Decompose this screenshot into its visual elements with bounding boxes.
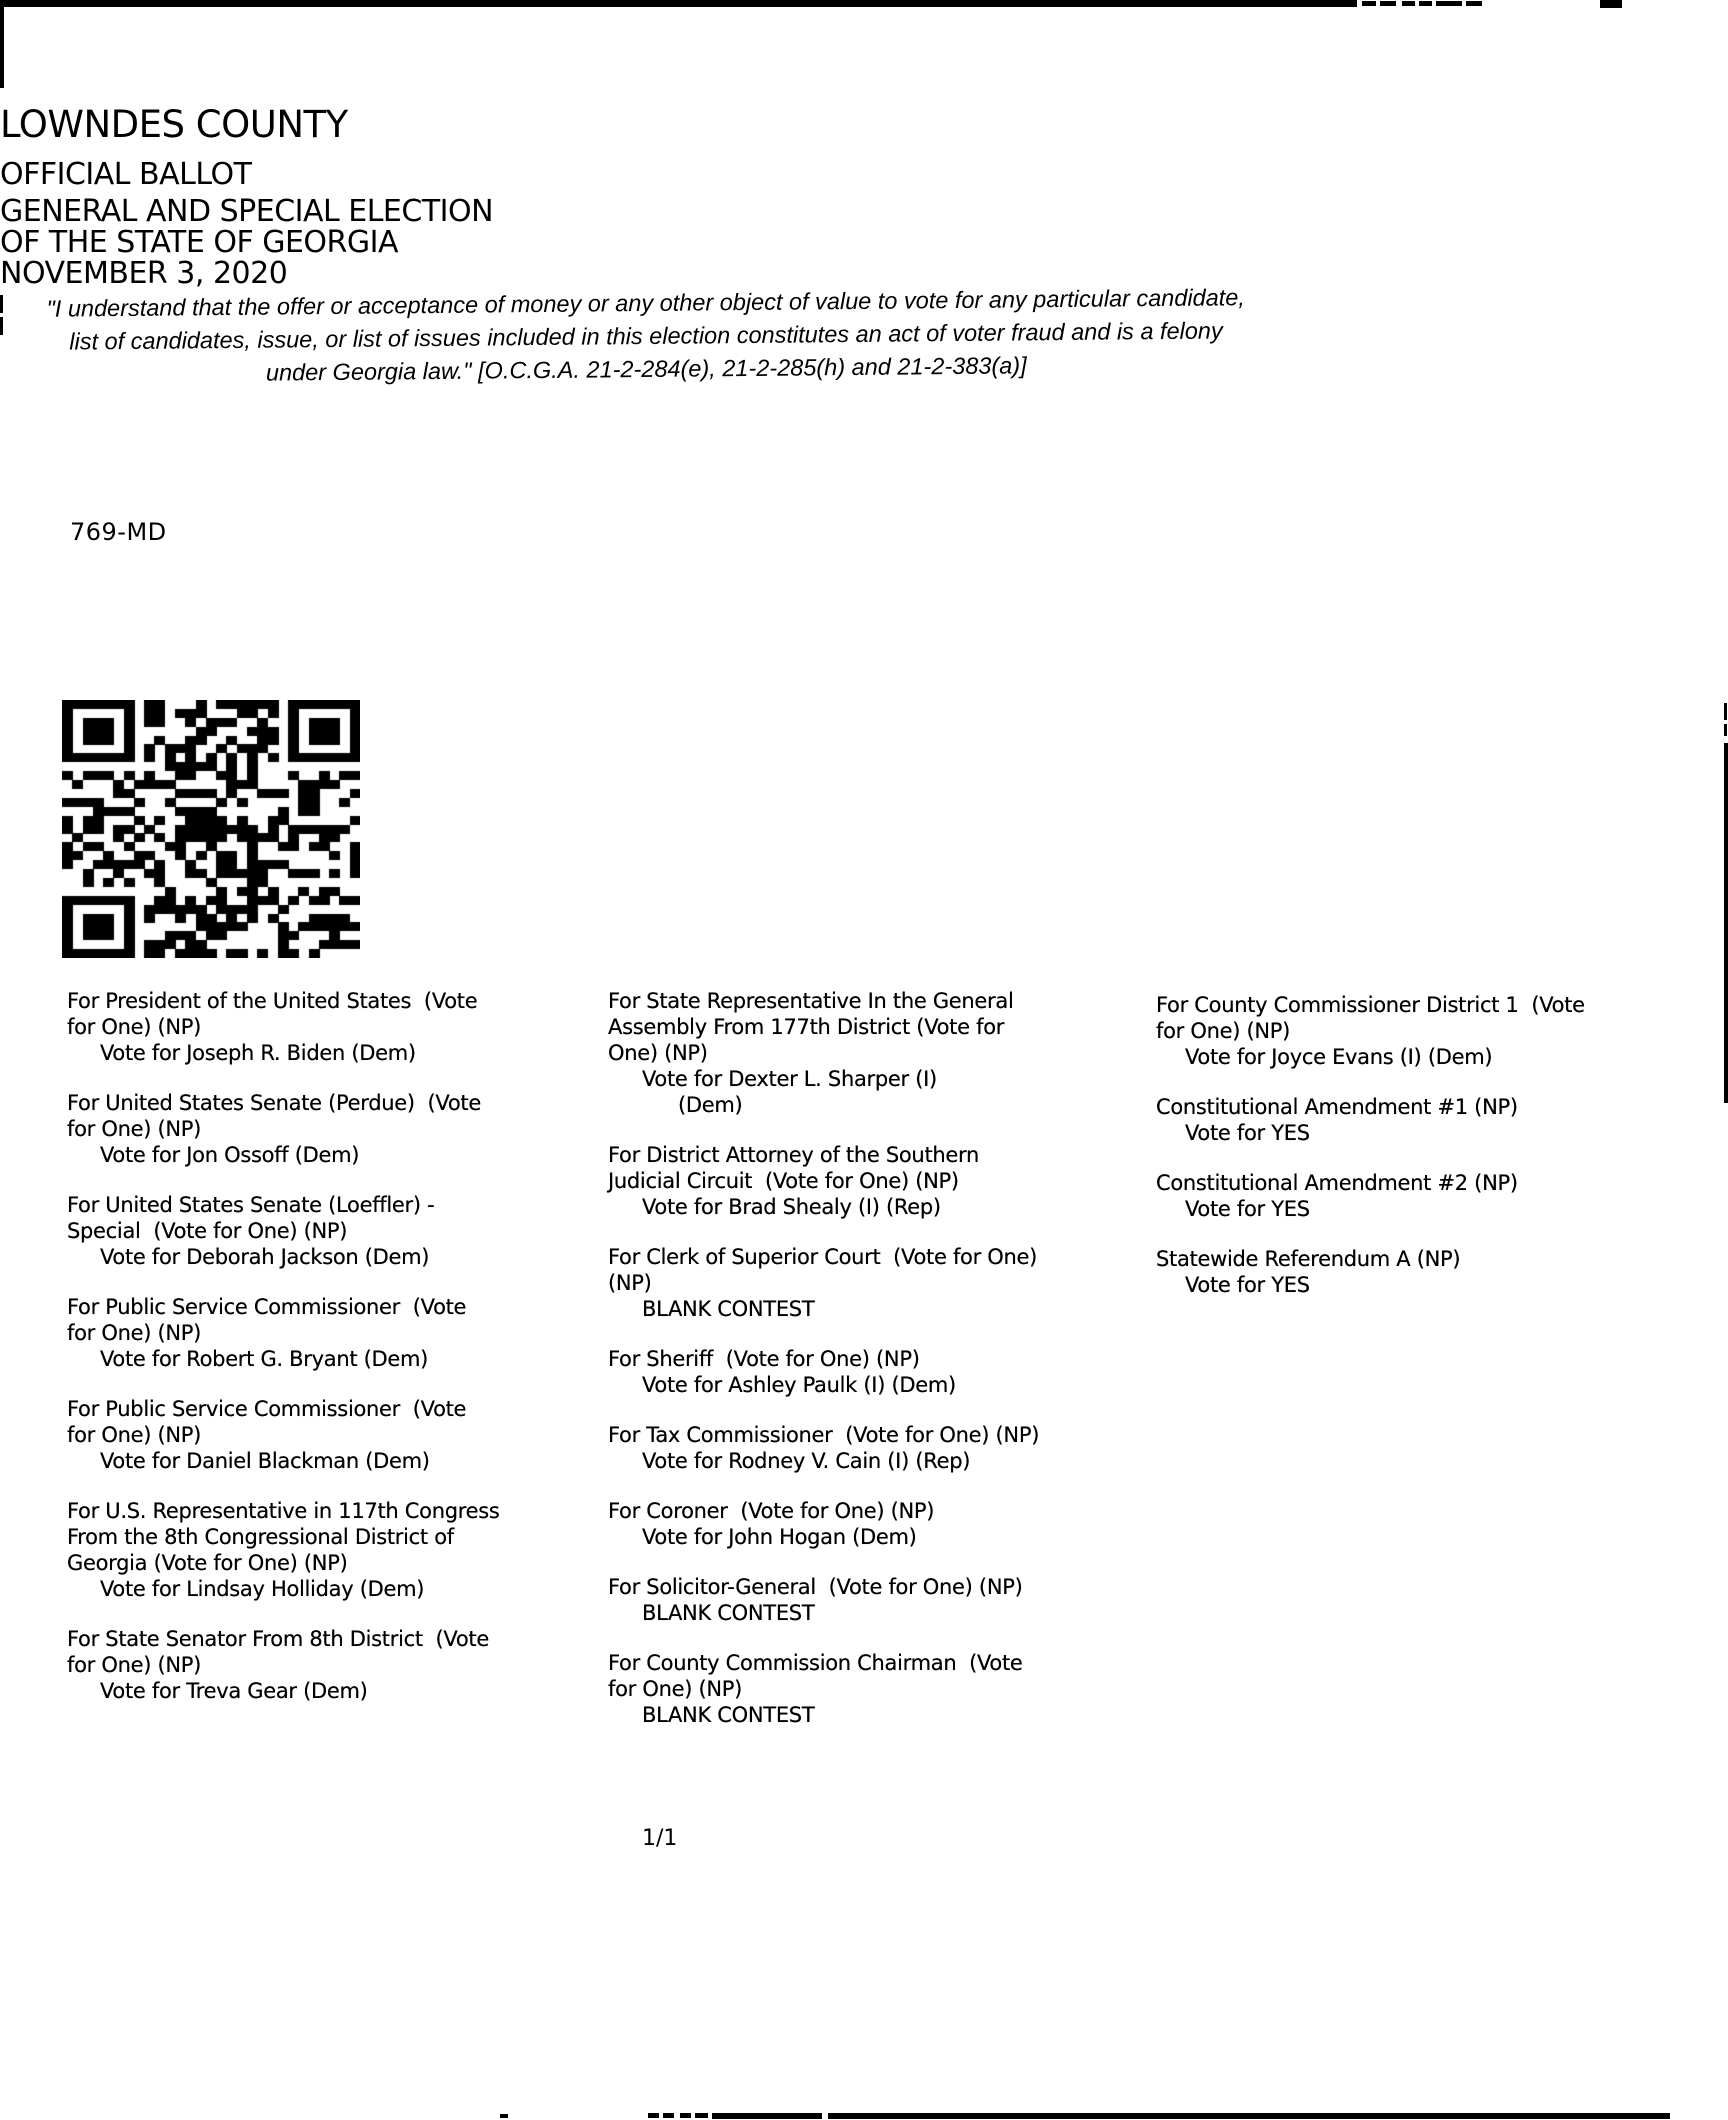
contest: [67, 1090, 607, 1168]
contest: [608, 1574, 1168, 1626]
contest: [67, 1396, 607, 1474]
contest-title-line: For Coroner (Vote for One) (NP): [608, 1499, 935, 1523]
contest-vote-line: Vote for YES: [1185, 1121, 1310, 1145]
contest-vote-line: Vote for YES: [1185, 1273, 1310, 1297]
scan-top-dash: [1466, 1, 1482, 6]
contest-vote-line: Vote for Joyce Evans (I) (Dem): [1185, 1045, 1493, 1069]
scan-left-border: [0, 6, 4, 88]
scan-bottom-border: [828, 2113, 1670, 2119]
scan-right-border: [1724, 743, 1728, 1103]
scan-top-dash: [1380, 1, 1396, 6]
contest-title-line: For United States Senate (Loeffler) -: [67, 1193, 435, 1217]
contest-title-line: For State Representative In the General: [608, 989, 1014, 1013]
contest-title-line: for One) (NP): [1156, 1019, 1291, 1043]
contest-column-1: [67, 988, 607, 1728]
contest-vote-line: Vote for Brad Shealy (I) (Rep): [642, 1195, 941, 1219]
scan-bottom-dash: [663, 2113, 674, 2118]
election-date: NOVEMBER 3, 2020: [0, 256, 288, 291]
contest-title-line: Constitutional Amendment #1 (NP): [1156, 1095, 1518, 1119]
contest-title-line: (NP): [608, 1271, 652, 1295]
contest-title-line: For U.S. Representative in 117th Congress: [67, 1499, 500, 1523]
contest-title-line: for One) (NP): [67, 1117, 202, 1141]
contest: [67, 1498, 607, 1602]
blank-contest-label: BLANK CONTEST: [642, 1601, 815, 1625]
contest-column-3: [1156, 992, 1716, 1322]
contest: [1156, 1170, 1716, 1222]
contest-title-line: for One) (NP): [67, 1653, 202, 1677]
contest-vote-line: Vote for Dexter L. Sharper (I): [642, 1067, 937, 1091]
scan-bottom-dash: [695, 2113, 708, 2118]
scan-top-dash: [1436, 1, 1462, 6]
contest-vote-line: Vote for YES: [1185, 1197, 1310, 1221]
scan-top-tick: [1600, 0, 1622, 8]
contest-vote-line: Vote for Lindsay Holliday (Dem): [100, 1577, 425, 1601]
contest-title-line: Georgia (Vote for One) (NP): [67, 1551, 348, 1575]
contest: [1156, 1094, 1716, 1146]
election-title-line2: OF THE STATE OF GEORGIA: [0, 225, 399, 260]
qr-code: [62, 700, 360, 958]
ballot-style-code: 769-MD: [70, 518, 167, 546]
blank-contest-label: BLANK CONTEST: [642, 1297, 815, 1321]
contest: [67, 988, 607, 1066]
contest: [1156, 1246, 1716, 1298]
contest: [608, 1498, 1168, 1550]
voter-fraud-disclaimer: [0, 281, 1292, 392]
disclaimer-line3: under Georgia law." [O.C.G.A. 21-2-284(e), 21-2-285(h) and 21-2-383(a)]: [265, 352, 1027, 386]
contest-title-line: for One) (NP): [67, 1015, 202, 1039]
scan-top-dash: [1419, 1, 1432, 6]
contest-title-line: One) (NP): [608, 1041, 708, 1065]
contest: [67, 1294, 607, 1372]
contest-column-2: [608, 988, 1168, 1752]
contest-title-line: Special (Vote for One) (NP): [67, 1219, 348, 1243]
contest-title-line: For District Attorney of the Southern: [608, 1143, 979, 1167]
contest: [608, 1142, 1168, 1220]
contest-title-line: for One) (NP): [67, 1423, 202, 1447]
contest-title-line: Constitutional Amendment #2 (NP): [1156, 1171, 1518, 1195]
contest-title-line: For Tax Commissioner (Vote for One) (NP): [608, 1423, 1040, 1447]
contest-title-line: For Clerk of Superior Court (Vote for One): [608, 1245, 1038, 1269]
contest: [608, 1650, 1168, 1728]
scan-bottom-border: [712, 2113, 822, 2119]
contest-vote-line: Vote for Deborah Jackson (Dem): [100, 1245, 430, 1269]
contest-title-line: For Public Service Commissioner (Vote: [67, 1295, 467, 1319]
contest-vote-line: Vote for Rodney V. Cain (I) (Rep): [642, 1449, 971, 1473]
contest-title-line: for One) (NP): [608, 1677, 743, 1701]
scan-bottom-dash: [680, 2113, 691, 2118]
contest-title-line: For County Commission Chairman (Vote: [608, 1651, 1023, 1675]
contest-title-line: For Solicitor-General (Vote for One) (NP): [608, 1575, 1023, 1599]
scan-top-border: [0, 0, 1357, 7]
contest: [608, 1244, 1168, 1322]
contest-vote-line: Vote for Treva Gear (Dem): [100, 1679, 368, 1703]
contest: [608, 1422, 1168, 1474]
contest-vote-line: Vote for Ashley Paulk (I) (Dem): [642, 1373, 956, 1397]
scan-top-dash: [1362, 1, 1376, 6]
contest-vote-line: Vote for Joseph R. Biden (Dem): [100, 1041, 416, 1065]
scan-bottom-dash: [648, 2113, 659, 2118]
scan-bottom-dash: [500, 2114, 508, 2118]
page-number: 1/1: [642, 1826, 678, 1851]
contest-title-line: For Sheriff (Vote for One) (NP): [608, 1347, 920, 1371]
contest-vote-line: (Dem): [678, 1093, 743, 1117]
election-title: [0, 196, 1290, 289]
scan-top-dash: [1402, 1, 1415, 6]
election-title-line1: GENERAL AND SPECIAL ELECTION: [0, 194, 494, 229]
contest-title-line: From the 8th Congressional District of: [67, 1525, 454, 1549]
county-title: LOWNDES COUNTY: [0, 103, 348, 146]
contest-title-line: For United States Senate (Perdue) (Vote: [67, 1091, 481, 1115]
contest-title-line: For President of the United States (Vote: [67, 989, 478, 1013]
contest: [67, 1192, 607, 1270]
contest-title-line: Statewide Referendum A (NP): [1156, 1247, 1461, 1271]
contest-vote-line: Vote for Daniel Blackman (Dem): [100, 1449, 430, 1473]
contest-vote-line: Vote for Jon Ossoff (Dem): [100, 1143, 360, 1167]
contest: [67, 1626, 607, 1704]
contest-title-line: For County Commissioner District 1 (Vote: [1156, 993, 1585, 1017]
scan-right-dash: [1724, 724, 1727, 736]
contest-title-line: Judicial Circuit (Vote for One) (NP): [608, 1169, 959, 1193]
disclaimer-line2: list of candidates, issue, or list of issues included in this election constitutes an act of voter fraud and is a felony: [69, 317, 1223, 355]
contest-vote-line: Vote for Robert G. Bryant (Dem): [100, 1347, 429, 1371]
contest-vote-line: Vote for John Hogan (Dem): [642, 1525, 917, 1549]
scan-right-dash: [1724, 703, 1727, 720]
contest-title-line: For State Senator From 8th District (Vote: [67, 1627, 489, 1651]
disclaimer-line1: "I understand that the offer or acceptance of money or any other object of value to vote for any particular candidate,: [46, 284, 1245, 322]
contest-title-line: Assembly From 177th District (Vote for: [608, 1015, 1005, 1039]
contest-title-line: for One) (NP): [67, 1321, 202, 1345]
contest: [1156, 992, 1716, 1070]
contest: [608, 1346, 1168, 1398]
blank-contest-label: BLANK CONTEST: [642, 1703, 815, 1727]
contest-title-line: For Public Service Commissioner (Vote: [67, 1397, 467, 1421]
contest: [608, 988, 1168, 1118]
ballot-type-title: OFFICIAL BALLOT: [0, 157, 252, 192]
